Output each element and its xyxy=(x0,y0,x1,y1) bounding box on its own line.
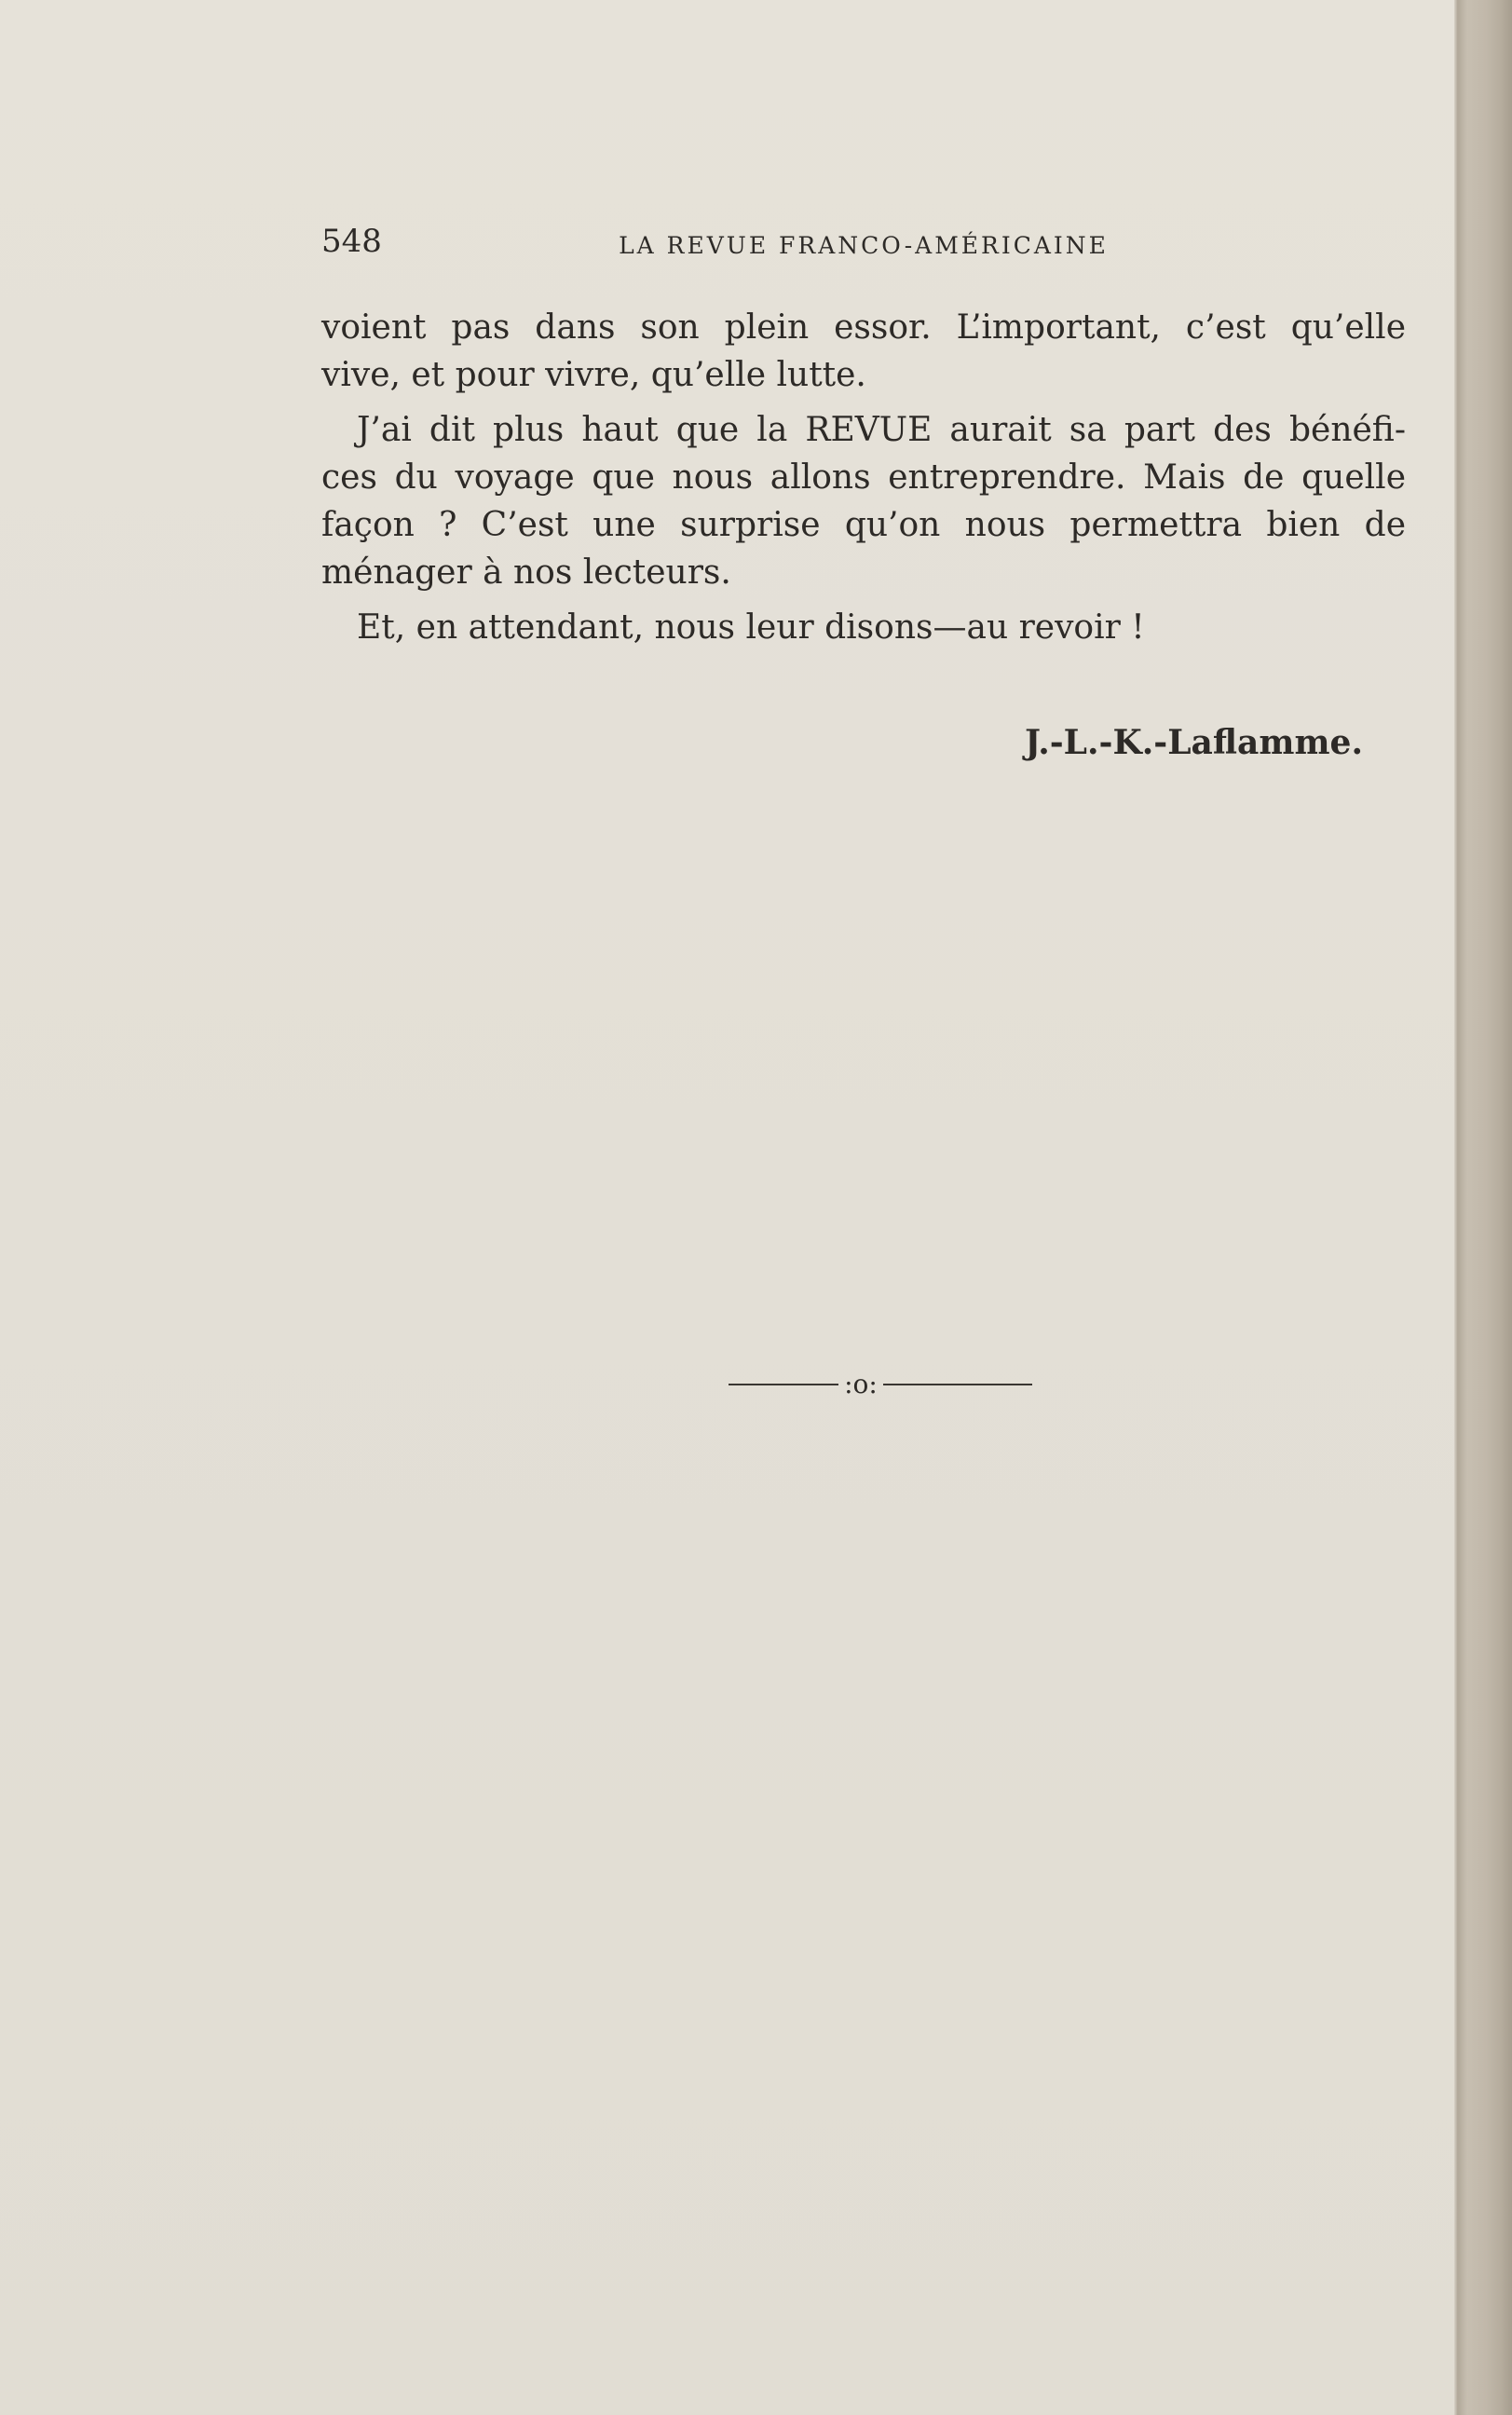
text-line: Et, en attendant, nous leur disons—au revoir ! xyxy=(357,608,1145,647)
article-body xyxy=(321,304,1406,651)
page-edge-shadow xyxy=(1454,0,1512,2415)
section-separator xyxy=(725,1366,1036,1403)
text-line: J’ai dit plus haut que la REVUE aurait sa part des bénéfi- xyxy=(357,411,1406,449)
text-line: façon ? C’est une surprise qu’on nous permettra bien de xyxy=(321,506,1406,544)
text-line: vive, et pour vivre, qu’elle lutte. xyxy=(321,356,866,394)
separator-rule-left xyxy=(729,1384,838,1385)
text-line: voient pas dans son plein essor. L’important, c’est qu’elle xyxy=(321,308,1406,347)
paragraph xyxy=(321,406,1406,596)
running-head: LA REVUE FRANCO-AMÉRICAINE xyxy=(619,232,1109,259)
page-number: 548 xyxy=(321,223,382,260)
text-line: ménager à nos lecteurs. xyxy=(321,553,731,592)
separator-ornament: :o: xyxy=(844,1369,878,1399)
paragraph xyxy=(321,604,1406,651)
author-signature: J.-L.-K.-Laflamme. xyxy=(1024,723,1363,762)
text-line: ces du voyage que nous allons entreprendre. Mais de quelle xyxy=(321,458,1406,497)
separator-rule-right xyxy=(883,1384,1032,1385)
paragraph xyxy=(321,304,1406,399)
